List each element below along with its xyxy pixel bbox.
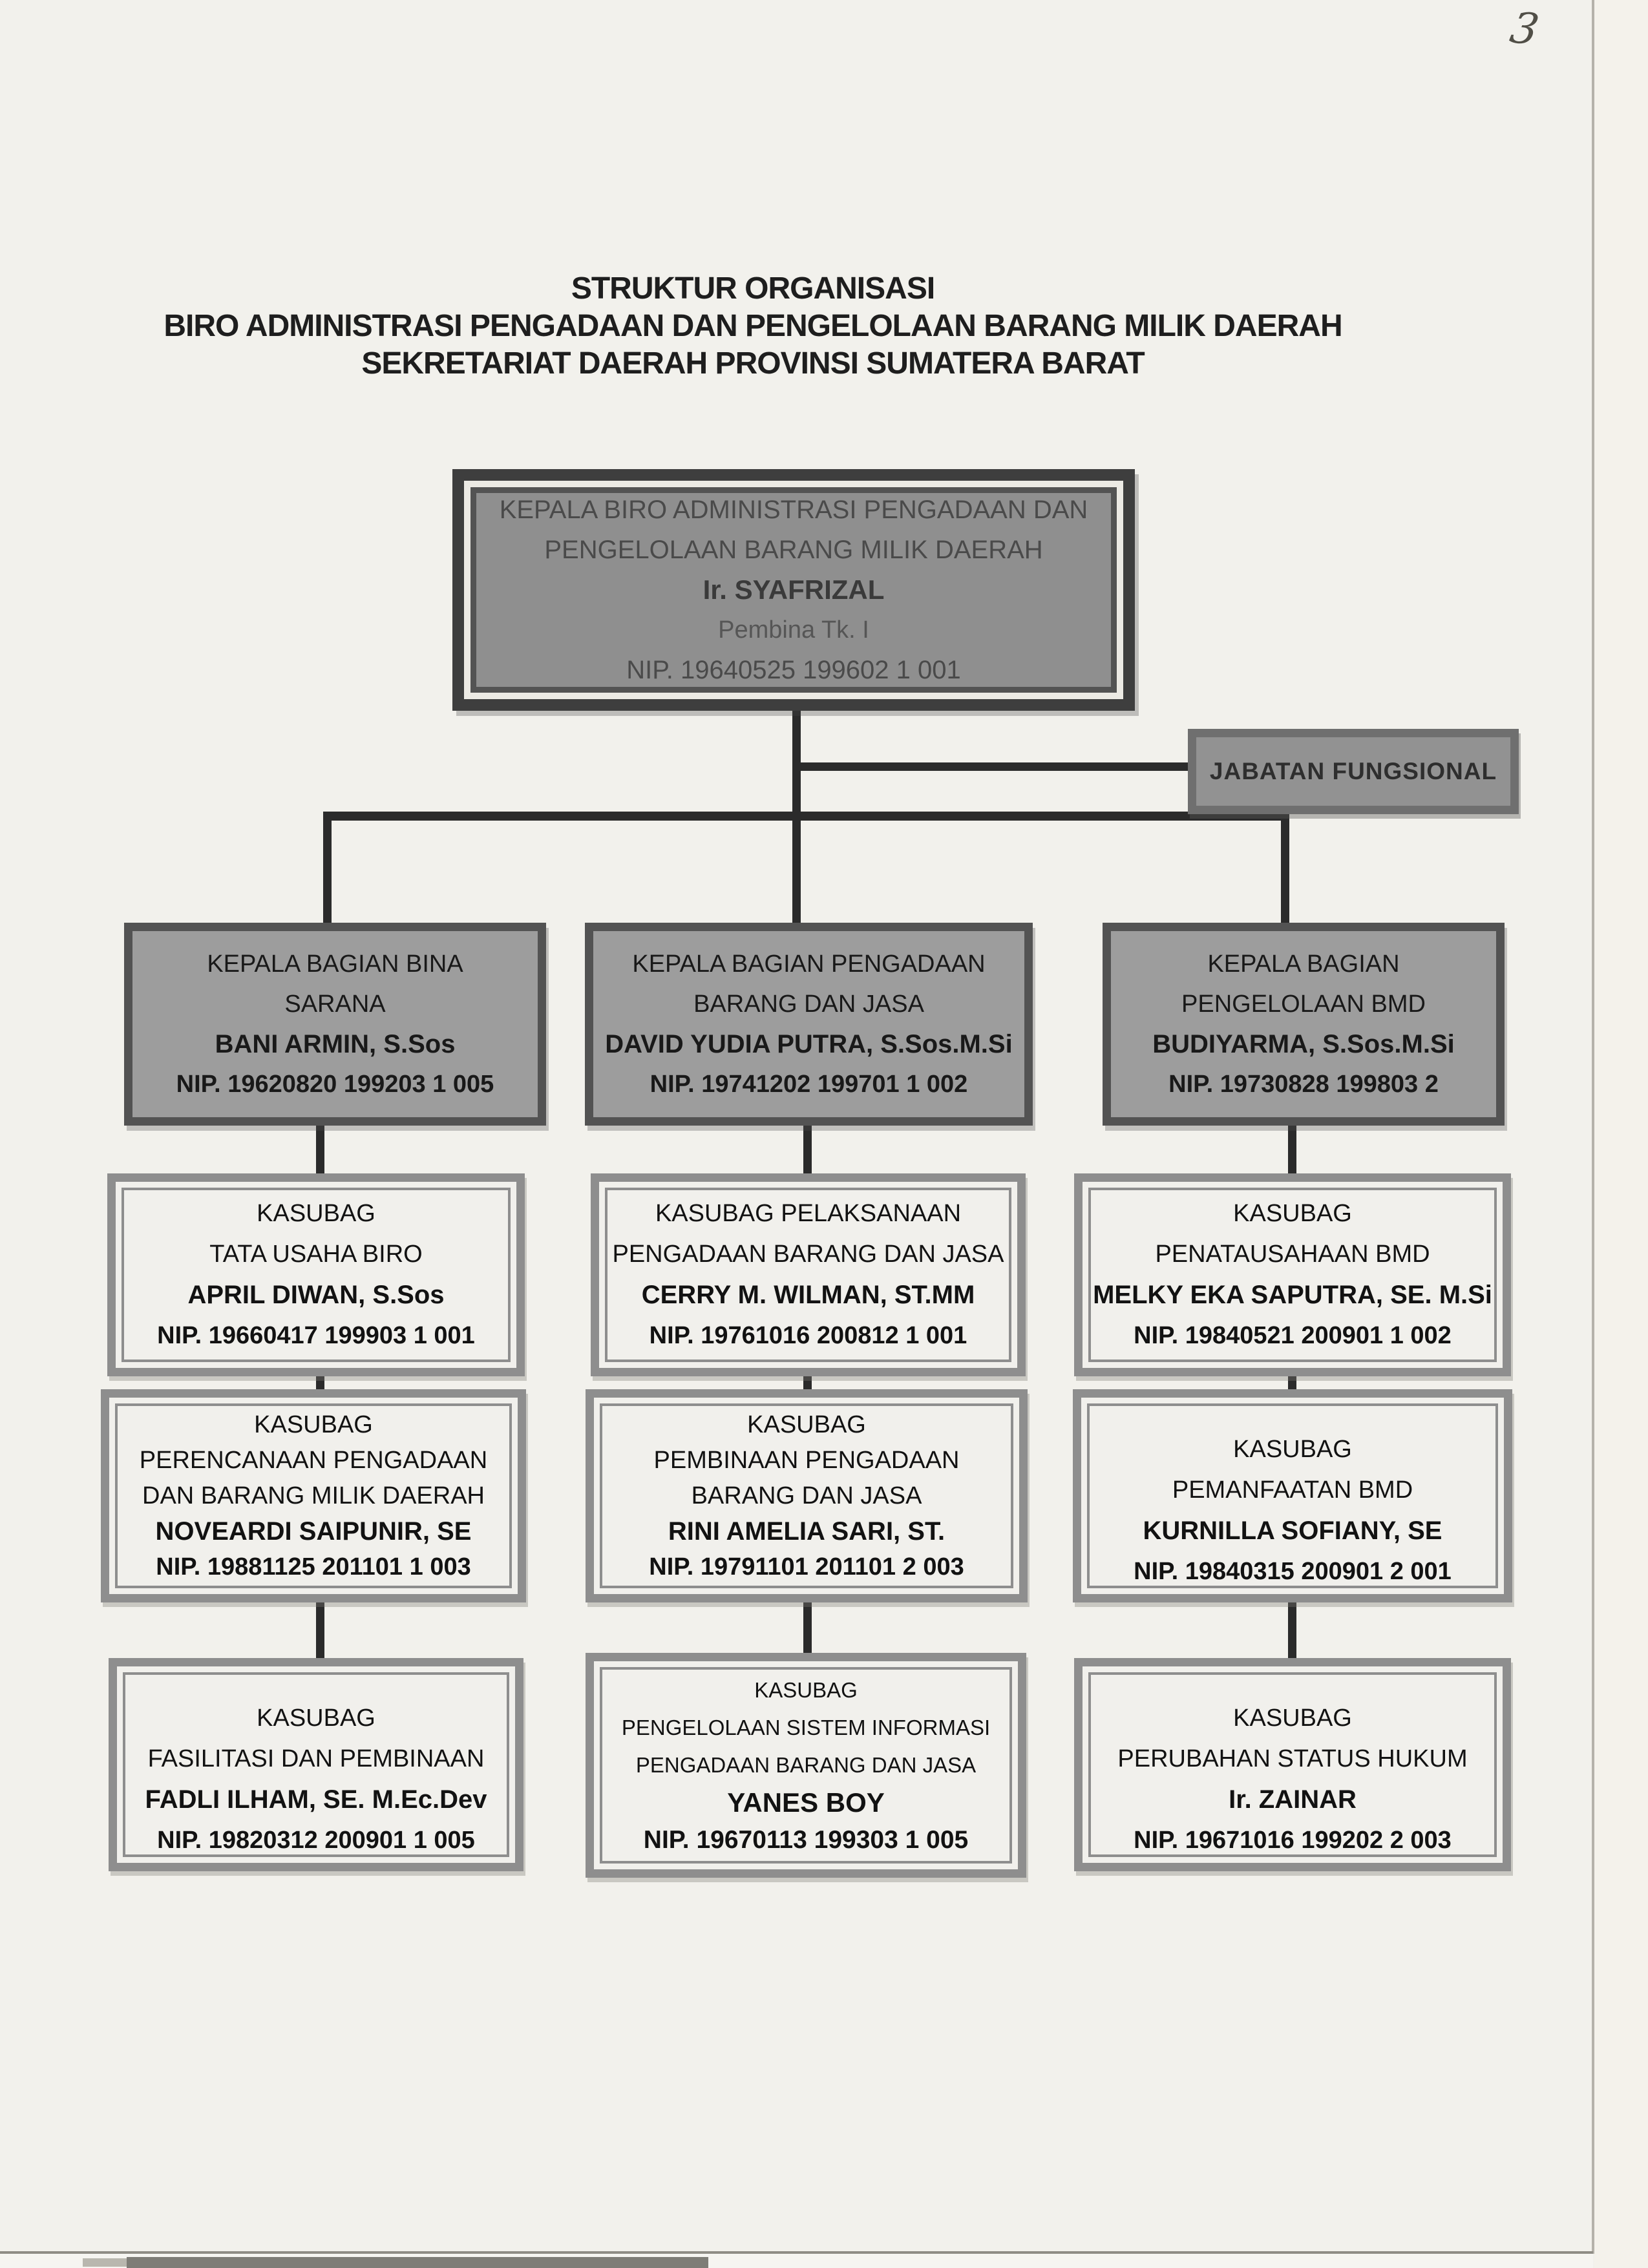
position-title-line: SARANA (284, 991, 386, 1018)
person-rank: Pembina Tk. I (718, 616, 869, 644)
person-name: Ir. ZAINAR (1229, 1785, 1357, 1814)
person-nip: NIP. 19840521 200901 1 002 (1134, 1322, 1452, 1349)
person-nip: NIP. 19741202 199701 1 002 (650, 1071, 968, 1098)
person-name: FADLI ILHAM, SE. M.Ec.Dev (145, 1785, 487, 1814)
org-box-frame (1088, 1672, 1497, 1857)
person-nip: NIP. 19791101 201101 2 003 (649, 1553, 964, 1580)
org-box-kasubag-tata-usaha (107, 1173, 525, 1376)
position-title-line: PENGELOLAAN BARANG MILIK DAERAH (544, 536, 1043, 564)
person-nip: NIP. 19620820 199203 1 005 (176, 1071, 494, 1098)
person-name: CERRY M. WILMAN, ST.MM (641, 1281, 975, 1309)
position-title-line: PENGELOLAAN SISTEM INFORMASI (621, 1716, 991, 1739)
org-box-kepala-biro (452, 469, 1135, 711)
person-name: APRIL DIWAN, S.Sos (187, 1281, 445, 1309)
position-title-line: KASUBAG (257, 1200, 375, 1227)
person-nip: NIP. 19670113 199303 1 005 (643, 1826, 969, 1854)
org-box-kabag-pengadaan (585, 923, 1033, 1126)
position-title-line: KEPALA BAGIAN (1207, 950, 1400, 978)
org-box-kasubag-fasilitasi (109, 1658, 523, 1871)
org-box-kabag-bina-sarana (124, 923, 546, 1126)
connector-distribution-line (323, 812, 1289, 821)
position-title-line: KEPALA BAGIAN PENGADAAN (632, 950, 986, 978)
handwritten-page-number: 3 (1506, 3, 1543, 55)
person-nip: NIP. 19840315 200901 2 001 (1134, 1558, 1452, 1585)
org-box-frame (121, 1188, 511, 1362)
connector-row2-row3-col2 (803, 1123, 812, 1176)
person-nip: NIP. 19820312 200901 1 005 (157, 1827, 475, 1854)
title-line-3: SEKRETARIAT DAERAH PROVINSI SUMATERA BARAT (361, 346, 1145, 381)
position-title-line: PENGELOLAAN BMD (1181, 991, 1426, 1018)
person-name: Ir. SYAFRIZAL (703, 574, 885, 605)
org-box-kabag-pengelolaan-bmd (1103, 923, 1505, 1126)
scanner-shadow-bar-light (83, 2258, 127, 2267)
connector-row4-row5-col1 (316, 1600, 324, 1661)
position-title-line: FASILITASI DAN PEMBINAAN (147, 1745, 485, 1772)
position-title-line: KASUBAG (257, 1705, 375, 1732)
paper-right-edge (1592, 0, 1594, 2254)
position-title-line: KASUBAG (254, 1411, 373, 1438)
person-name: MELKY EKA SAPUTRA, SE. M.Si (1093, 1281, 1492, 1309)
person-nip: NIP. 19671016 199202 2 003 (1134, 1827, 1452, 1854)
org-box-frame (123, 1672, 509, 1857)
position-title-line: KASUBAG (1233, 1436, 1352, 1463)
org-box-kepala-biro-panel (470, 487, 1117, 693)
position-title-line: PERUBAHAN STATUS HUKUM (1117, 1745, 1468, 1772)
position-title-line: PENATAUSAHAAN BMD (1155, 1241, 1430, 1268)
person-name: KURNILLA SOFIANY, SE (1143, 1517, 1442, 1545)
org-box-kasubag-penatausahaan-bmd (1074, 1173, 1511, 1376)
position-title-line: KASUBAG (754, 1678, 858, 1702)
position-title-line: PENGADAAN BARANG DAN JASA (612, 1241, 1004, 1268)
position-title-line: DAN BARANG MILIK DAERAH (142, 1482, 485, 1509)
title-line-2: BIRO ADMINISTRASI PENGADAAN DAN PENGELOLAAN BARANG MILIK DAERAH (164, 309, 1342, 343)
person-name: RINI AMELIA SARI, ST. (668, 1517, 945, 1546)
connector-row4-row5-col3 (1288, 1600, 1296, 1659)
person-nip: NIP. 19881125 201101 1 003 (156, 1553, 471, 1580)
org-box-kasubag-pelaksanaan-pengadaan (591, 1173, 1026, 1376)
person-nip: NIP. 19640525 199602 1 001 (626, 656, 961, 684)
position-title-line: KEPALA BIRO ADMINISTRASI PENGADAAN DAN (499, 496, 1088, 524)
person-nip: NIP. 19730828 199803 2 (1168, 1071, 1439, 1098)
org-box-kasubag-pemanfaatan-bmd (1073, 1389, 1512, 1602)
person-nip: NIP. 19761016 200812 1 001 (649, 1322, 967, 1349)
functional-label: JABATAN FUNGSIONAL (1209, 758, 1497, 784)
person-name: DAVID YUDIA PUTRA, S.Sos.M.Si (605, 1030, 1013, 1058)
position-title-line: BARANG DAN JASA (693, 991, 924, 1018)
person-name: BANI ARMIN, S.Sos (215, 1030, 456, 1058)
person-nip: NIP. 19660417 199903 1 001 (157, 1322, 475, 1349)
page-title (0, 270, 1506, 383)
org-box-frame (600, 1403, 1013, 1588)
position-title-line: PERENCANAAN PENGADAAN (139, 1446, 488, 1474)
org-box-frame (1087, 1403, 1498, 1588)
scan-edge-strip (1594, 0, 1648, 2268)
org-box-kasubag-pembinaan-pengadaan (586, 1389, 1028, 1602)
connector-row4-row5-col2 (803, 1600, 812, 1657)
position-title-line: TATA USAHA BIRO (209, 1241, 423, 1268)
org-box-frame (1088, 1188, 1497, 1362)
person-name: BUDIYARMA, S.Sos.M.Si (1152, 1030, 1455, 1058)
position-title-line: KASUBAG (747, 1411, 866, 1438)
org-box-jabatan-fungsional (1188, 729, 1519, 814)
connector-drop-right (1281, 812, 1289, 925)
title-line-1: STRUKTUR ORGANISASI (571, 271, 935, 306)
scanner-shadow-bar (127, 2257, 708, 2268)
connector-row2-row3-col1 (316, 1123, 324, 1176)
position-title-line: KASUBAG (1233, 1200, 1352, 1227)
org-box-kasubag-sistem-informasi (586, 1653, 1026, 1878)
position-title-line: KASUBAG (1233, 1705, 1352, 1732)
position-title-line: PENGADAAN BARANG DAN JASA (635, 1753, 977, 1777)
position-title-line: BARANG DAN JASA (691, 1482, 922, 1509)
connector-row2-row3-col3 (1288, 1123, 1296, 1176)
position-title-line: PEMANFAATAN BMD (1172, 1476, 1413, 1504)
position-title-line: KASUBAG PELAKSANAAN (655, 1200, 962, 1227)
person-name: YANES BOY (727, 1787, 885, 1818)
connector-drop-left (323, 812, 332, 925)
org-box-frame (605, 1188, 1011, 1362)
org-box-frame (600, 1667, 1012, 1864)
org-box-frame (115, 1403, 512, 1588)
position-title-line: PEMBINAAN PENGADAAN (653, 1446, 960, 1474)
connector-functional-branch (797, 762, 1192, 771)
org-box-kasubag-perencanaan (101, 1389, 526, 1602)
person-name: NOVEARDI SAIPUNIR, SE (155, 1517, 472, 1546)
org-box-kasubag-perubahan-status (1074, 1658, 1511, 1871)
position-title-line: KEPALA BAGIAN BINA (207, 950, 463, 978)
